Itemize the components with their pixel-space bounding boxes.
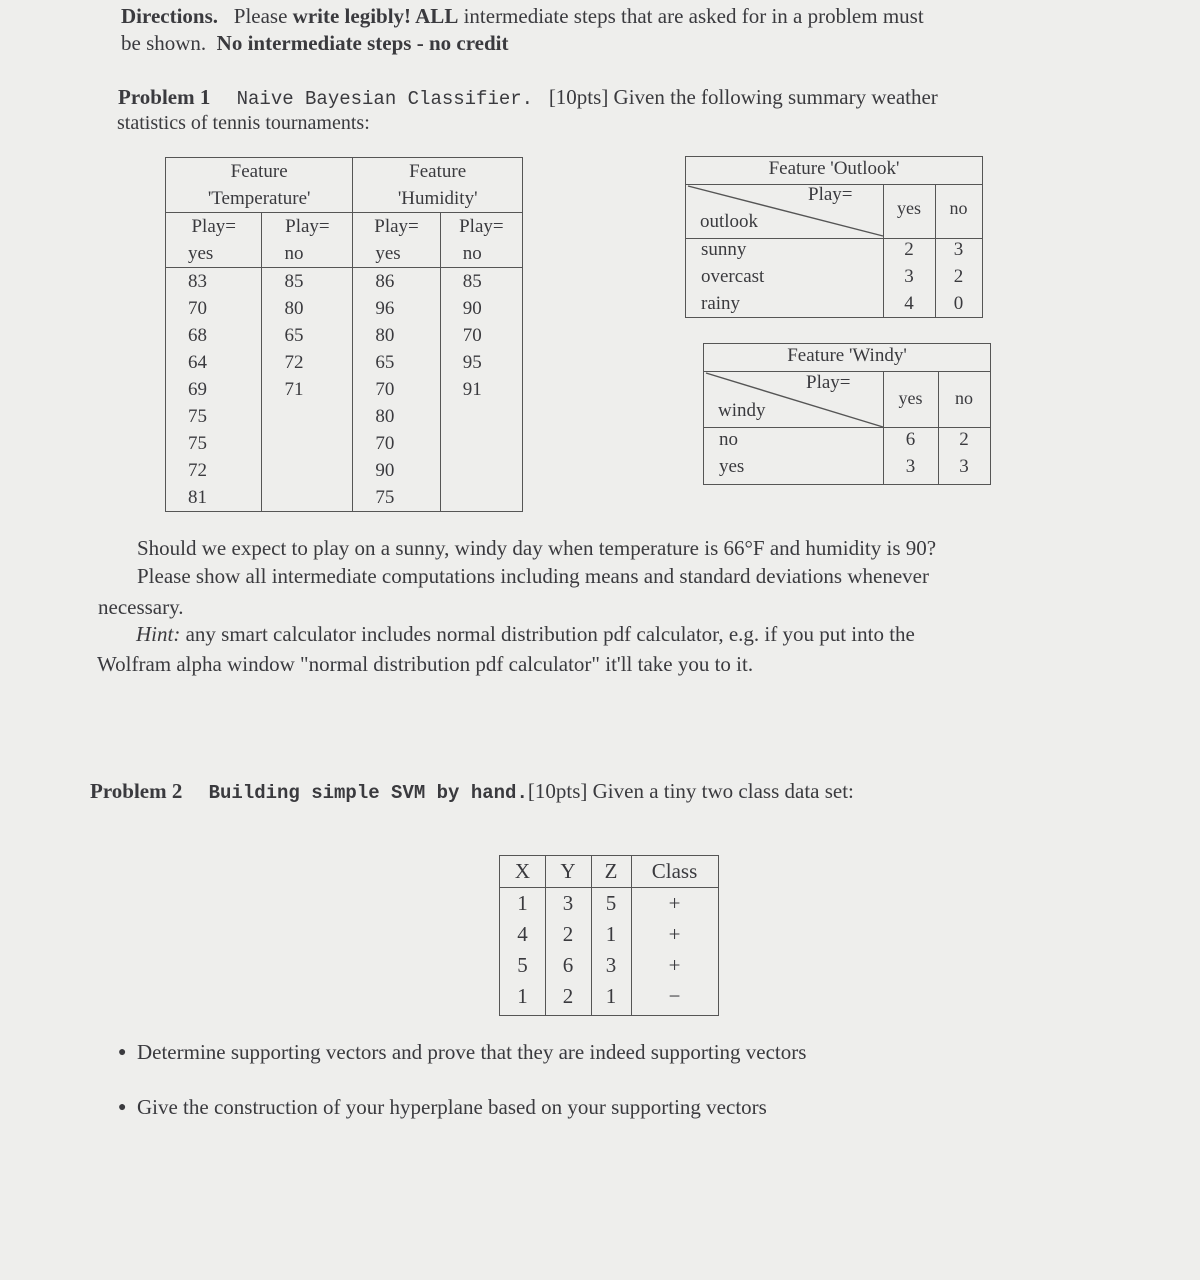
table-cell: 65 xyxy=(353,349,440,376)
table-cell: 80 xyxy=(262,295,353,322)
table-cell: 75 xyxy=(166,430,262,457)
directions-text-a: Please xyxy=(233,4,293,28)
svm-cell: 6 xyxy=(562,953,574,977)
outlook-col-no: no xyxy=(949,198,968,218)
windy-cell: 3 xyxy=(905,456,916,477)
table-cell: 69 xyxy=(166,376,262,403)
svm-cell: 5 xyxy=(517,953,528,977)
hint-line-1 xyxy=(136,622,915,647)
table-cell xyxy=(440,430,522,457)
hint-line-2: Wolfram alpha window "normal distribution pdf calculator" it'll take you to it. xyxy=(97,652,754,676)
temp-feature-name: 'Temperature' xyxy=(166,185,353,213)
question-line-3: necessary. xyxy=(98,595,184,619)
table-cell: 71 xyxy=(262,376,353,403)
table-cell: 72 xyxy=(262,349,353,376)
windy-cell: 3 xyxy=(959,456,969,477)
col-header: no xyxy=(262,240,353,268)
directions-text-d: be shown. xyxy=(121,31,207,55)
svm-cell: + xyxy=(668,953,681,977)
outlook-row-label: sunny xyxy=(701,239,747,260)
bullet-item xyxy=(118,1095,767,1120)
windy-col-yes: yes xyxy=(898,388,923,408)
table-cell xyxy=(262,403,353,430)
directions-label: Directions. xyxy=(121,4,219,28)
windy-row-label: no xyxy=(719,429,738,450)
temp-feature-label: Feature xyxy=(166,158,353,186)
table-cell xyxy=(440,457,522,484)
windy-title: Feature 'Windy' xyxy=(787,345,907,366)
problem2-intro: [10pts] Given a tiny two class data set: xyxy=(527,779,854,803)
table-cell: 80 xyxy=(353,322,440,349)
directions-text-c: intermediate steps that are asked for in a problem must xyxy=(458,4,924,28)
table-cell: 85 xyxy=(440,268,522,296)
table-cell: 86 xyxy=(353,268,440,296)
svm-cell: 1 xyxy=(605,984,617,1008)
table-row xyxy=(166,457,523,484)
table-cell: 91 xyxy=(440,376,522,403)
problem2-label: Problem 2 xyxy=(90,779,183,803)
windy-cell: 6 xyxy=(905,429,916,450)
table-cell: 80 xyxy=(353,403,440,430)
table-row xyxy=(166,295,523,322)
outlook-row-label: rainy xyxy=(701,293,741,314)
svm-cell: 5 xyxy=(605,891,617,915)
svm-cell: 2 xyxy=(562,922,574,946)
table-cell: 68 xyxy=(166,322,262,349)
table-row xyxy=(166,268,523,296)
bullet-text: Determine supporting vectors and prove that they are indeed supporting vectors xyxy=(136,1040,807,1064)
directions-emphasis: write legibly! ALL xyxy=(292,4,459,28)
svm-cell: 1 xyxy=(517,984,528,1008)
outlook-table xyxy=(685,156,983,318)
windy-col-no: no xyxy=(955,388,973,408)
outlook-play-eq: Play= xyxy=(808,184,853,205)
bullet-text: Give the construction of your hyperplane based on your supporting vectors xyxy=(136,1095,767,1119)
problem1-label: Problem 1 xyxy=(118,85,211,109)
table-row xyxy=(166,403,523,430)
table-cell xyxy=(440,403,522,430)
outlook-col-yes: yes xyxy=(897,198,921,218)
svm-cell: + xyxy=(668,891,681,915)
table-cell: 70 xyxy=(440,322,522,349)
table-cell: 75 xyxy=(353,484,440,512)
table-cell: 70 xyxy=(166,295,262,322)
table-row xyxy=(166,322,523,349)
svm-cell: 3 xyxy=(562,891,574,915)
svm-col-header: X xyxy=(514,859,531,883)
directions-line-2 xyxy=(121,31,508,56)
windy-cell: 2 xyxy=(959,429,969,450)
table-row xyxy=(166,430,523,457)
play-eq: Play= xyxy=(262,213,353,241)
table-cell xyxy=(262,484,353,512)
bullet-item xyxy=(118,1040,806,1065)
svm-col-header: Class xyxy=(651,859,698,883)
outlook-row-header: outlook xyxy=(700,211,759,232)
hint-label: Hint: xyxy=(136,622,181,646)
table-cell xyxy=(262,457,353,484)
windy-row-label: yes xyxy=(719,456,745,477)
problem1-title: Naive Bayesian Classifier. xyxy=(236,88,534,110)
outlook-cell: 4 xyxy=(904,293,914,314)
table-cell: 96 xyxy=(353,295,440,322)
svm-col-header: Z xyxy=(604,859,618,883)
outlook-row-label: overcast xyxy=(701,266,765,287)
outlook-cell: 3 xyxy=(953,239,964,260)
outlook-title: Feature 'Outlook' xyxy=(768,158,900,179)
table-cell: 65 xyxy=(262,322,353,349)
problem2-title: Building simple SVM by hand. xyxy=(208,782,528,804)
problem2-heading xyxy=(90,779,854,804)
play-eq: Play= xyxy=(353,213,440,241)
col-header: yes xyxy=(353,240,440,268)
table-cell: 85 xyxy=(262,268,353,296)
directions-line-1 xyxy=(121,4,924,29)
svm-cell: 2 xyxy=(562,984,574,1008)
play-eq: Play= xyxy=(166,213,262,241)
table-row xyxy=(166,484,523,512)
svm-cell: 1 xyxy=(517,891,528,915)
problem1-heading xyxy=(118,85,938,110)
problem1-intro-a: [10pts] Given the following summary weather xyxy=(548,85,938,109)
table-cell: 72 xyxy=(166,457,262,484)
col-header: yes xyxy=(166,240,262,268)
svm-cell: + xyxy=(668,922,681,946)
problem1-intro-b: statistics of tennis tournaments: xyxy=(117,112,370,134)
table-cell: 81 xyxy=(166,484,262,512)
question-line-1: Should we expect to play on a sunny, windy day when temperature is 66°F and humidity is 90? xyxy=(137,536,937,560)
outlook-cell: 2 xyxy=(953,266,964,287)
table-cell: 64 xyxy=(166,349,262,376)
table-cell: 70 xyxy=(353,430,440,457)
table-cell: 90 xyxy=(440,295,522,322)
question-line-2: Please show all intermediate computations including means and standard deviations whenever xyxy=(137,564,929,588)
svm-cell: 3 xyxy=(605,953,617,977)
svm-cell: 1 xyxy=(605,922,617,946)
table-cell: 90 xyxy=(353,457,440,484)
bullet-icon: ● xyxy=(118,1100,127,1115)
table-cell xyxy=(262,430,353,457)
outlook-cell: 3 xyxy=(904,266,914,287)
svm-data-table xyxy=(499,855,719,1016)
humid-feature-label: Feature xyxy=(353,158,523,186)
bullet-icon: ● xyxy=(118,1045,127,1060)
play-eq: Play= xyxy=(440,213,522,241)
temperature-humidity-table xyxy=(165,157,523,512)
table-cell xyxy=(440,484,522,512)
humid-feature-name: 'Humidity' xyxy=(353,185,523,213)
table-row xyxy=(166,376,523,403)
table-cell: 95 xyxy=(440,349,522,376)
svm-col-header: Y xyxy=(560,859,576,883)
table-cell: 75 xyxy=(166,403,262,430)
outlook-cell: 2 xyxy=(904,239,914,260)
directions-no-credit: No intermediate steps - no credit xyxy=(216,31,509,55)
svm-cell: − xyxy=(668,984,681,1008)
windy-play-eq: Play= xyxy=(806,372,851,393)
col-header: no xyxy=(440,240,522,268)
table-cell: 83 xyxy=(166,268,262,296)
hint-text-1: any smart calculator includes normal distribution pdf calculator, e.g. if you put into the xyxy=(180,622,915,646)
table-row xyxy=(166,349,523,376)
windy-row-header: windy xyxy=(718,400,766,421)
table-cell: 70 xyxy=(353,376,440,403)
outlook-cell: 0 xyxy=(953,293,964,314)
svm-cell: 4 xyxy=(517,922,528,946)
windy-table xyxy=(703,343,991,485)
